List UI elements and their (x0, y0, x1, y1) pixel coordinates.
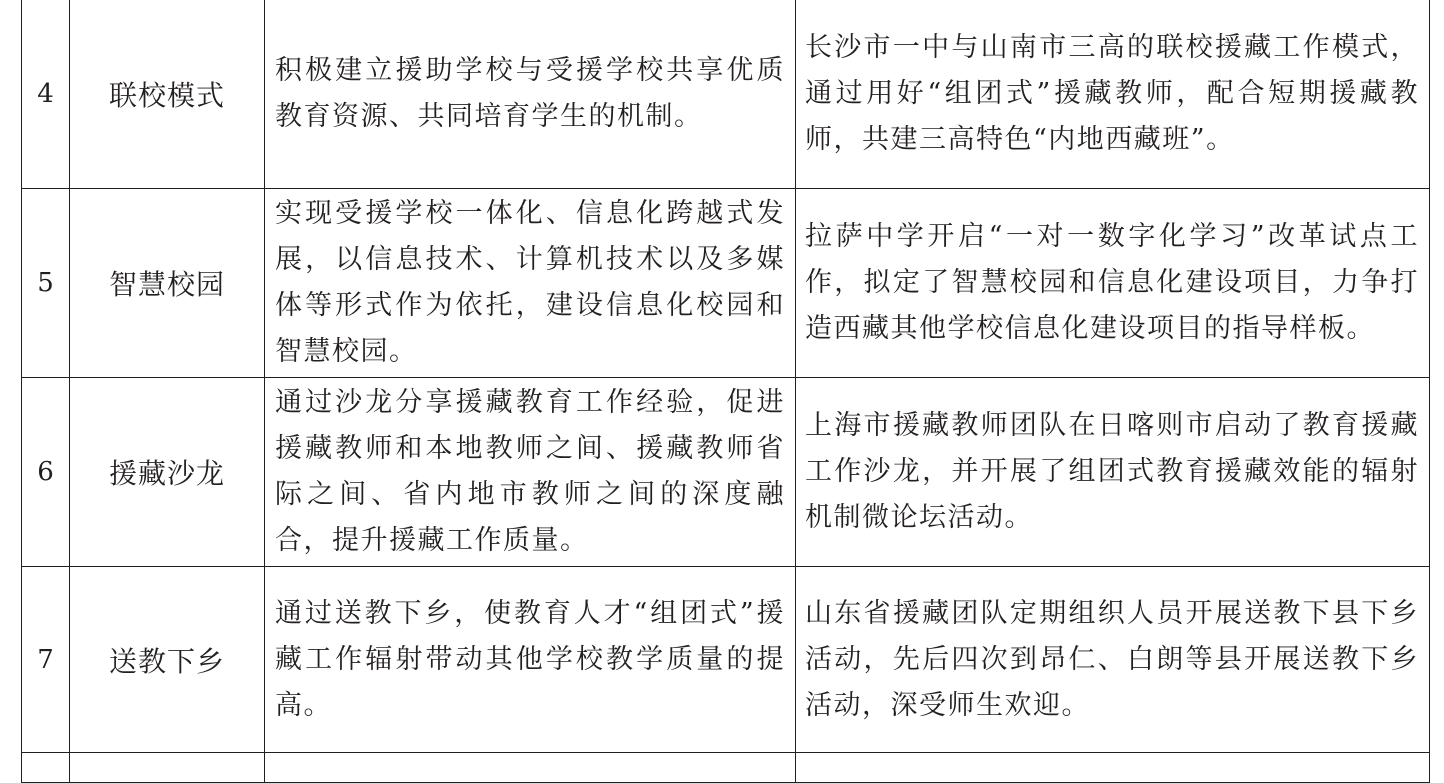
table-row (22, 0, 1430, 189)
empty-cell (265, 753, 796, 783)
model-name: 智慧校园 (70, 189, 265, 378)
model-case: 拉萨中学开启“一对一数字化学习”改革试点工作，拟定了智慧校园和信息化建设项目，力争打造西藏其他学校信息化建设项目的指导样板。 (805, 221, 1419, 344)
row-number: 7 (22, 567, 70, 753)
model-description-cell (265, 567, 796, 753)
table-row-partial (22, 753, 1430, 783)
model-case-cell (796, 567, 1430, 753)
row-number: 5 (22, 189, 70, 378)
model-name: 援藏沙龙 (70, 378, 265, 567)
model-case-cell (796, 189, 1430, 378)
table-row (22, 378, 1430, 567)
model-case-cell (796, 0, 1430, 189)
model-case: 上海市援藏教师团队在日喀则市启动了教育援藏工作沙龙，并开展了组团式教育援藏效能的辐射机制微论坛活动。 (805, 410, 1419, 533)
model-case: 长沙市一中与山南市三高的联校援藏工作模式，通过用好“组团式”援藏教师，配合短期援藏教师，共建三高特色“内地西藏班”。 (805, 31, 1419, 155)
model-case: 山东省援藏团队定期组织人员开展送教下县下乡活动，先后四次到昂仁、白朗等县开展送教下乡活动，深受师生欢迎。 (805, 597, 1419, 721)
empty-cell (796, 753, 1430, 783)
model-description-cell (265, 378, 796, 567)
row-number: 6 (22, 378, 70, 567)
model-table (21, 0, 1430, 783)
model-description: 通过送教下乡，使教育人才“组团式”援藏工作辐射带动其他学校教学质量的提高。 (275, 597, 785, 721)
empty-cell (70, 753, 265, 783)
model-description: 积极建立援助学校与受援学校共享优质教育资源、共同培育学生的机制。 (275, 54, 785, 132)
model-description: 实现受援学校一体化、信息化跨越式发展，以信息技术、计算机技术以及多媒体等形式作为依托，建设信息化校园和智慧校园。 (275, 198, 785, 367)
model-description: 通过沙龙分享援藏教育工作经验，促进援藏教师和本地教师之间、援藏教师省际之间、省内地市教师之间的深度融合，提升援藏工作质量。 (275, 387, 785, 556)
table-row (22, 567, 1430, 753)
row-number: 4 (22, 0, 70, 189)
model-description-cell (265, 189, 796, 378)
table-row (22, 189, 1430, 378)
model-name: 送教下乡 (70, 567, 265, 753)
model-description-cell (265, 0, 796, 189)
model-case-cell (796, 378, 1430, 567)
empty-cell (22, 753, 70, 783)
model-name: 联校模式 (70, 0, 265, 189)
